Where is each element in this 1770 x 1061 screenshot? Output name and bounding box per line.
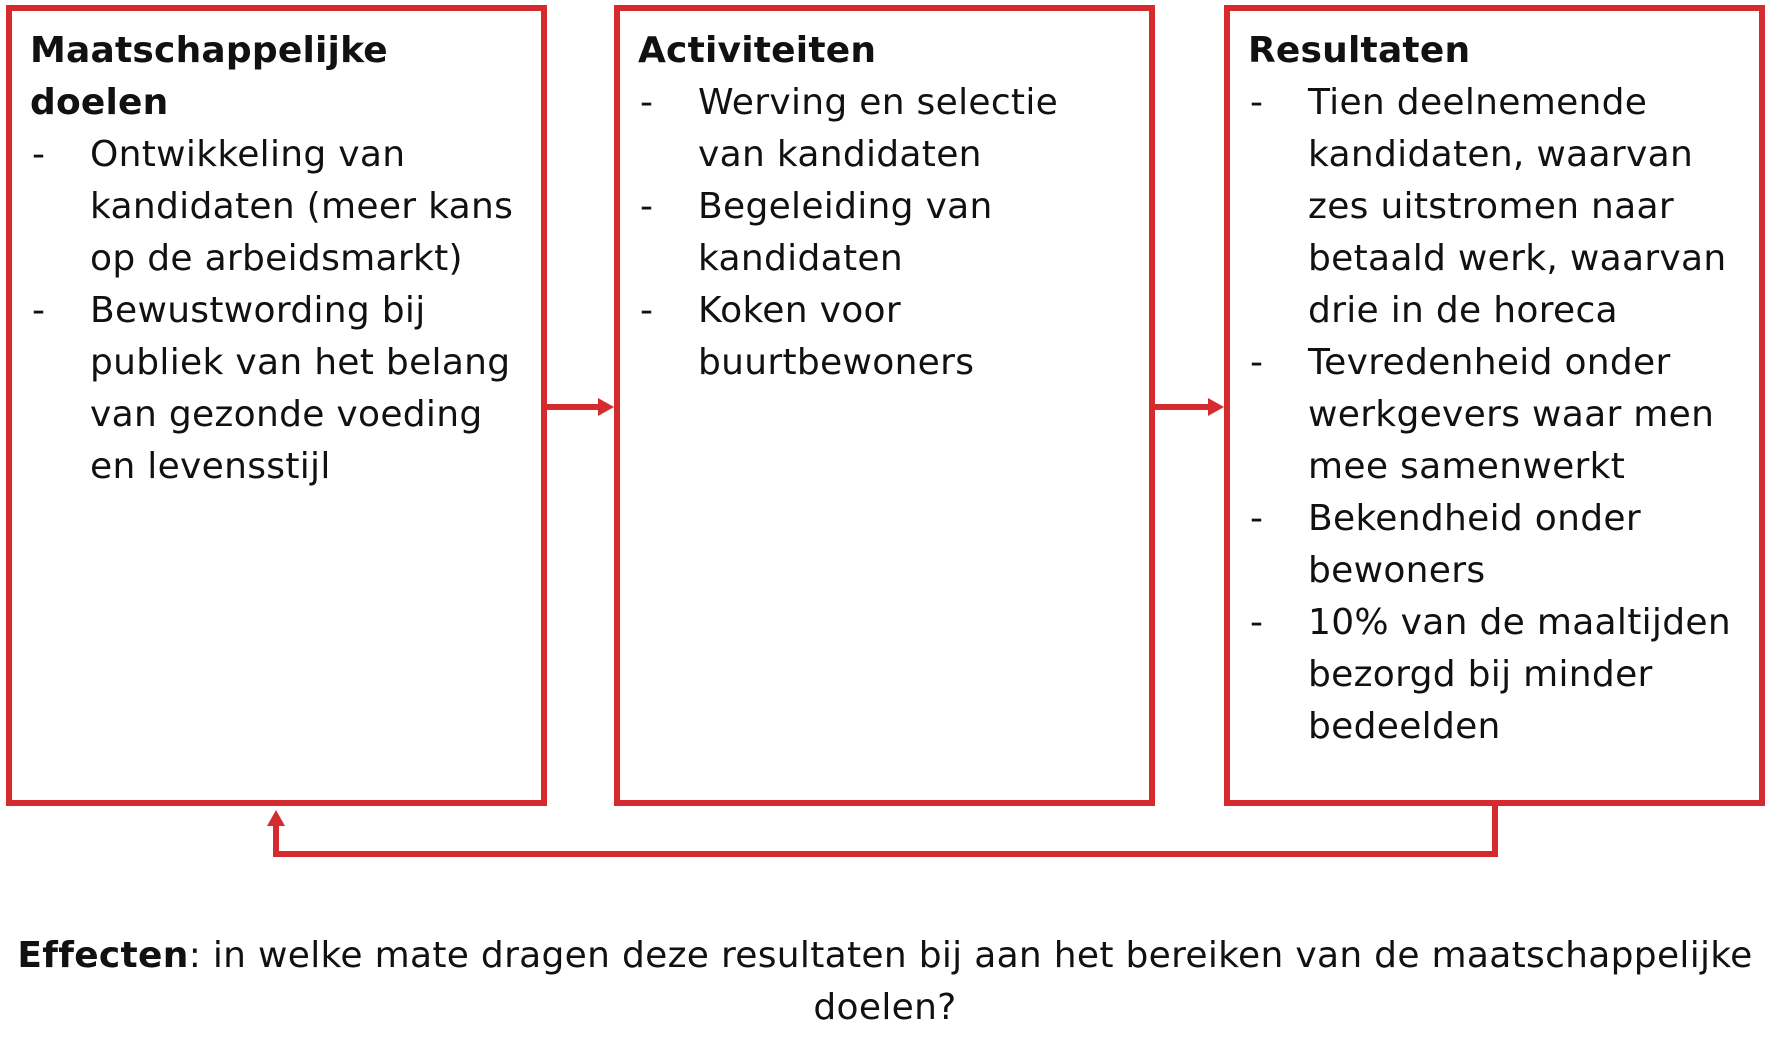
box-activiteiten xyxy=(614,5,1155,806)
arrow-doelen-to-activiteiten xyxy=(547,398,614,416)
effecten-label: Effecten xyxy=(17,935,189,976)
list-item-text: Koken voor buurtbewoners xyxy=(698,290,975,383)
dash-bullet: - xyxy=(32,290,46,331)
list-item-text: Tevredenheid onder werkgevers waar men mee samenwerkt xyxy=(1308,342,1715,487)
box-list xyxy=(1248,77,1745,753)
list-item xyxy=(1248,493,1745,597)
list-item-text: Bewustwording bij publiek van het belang van gezonde voeding en levensstijl xyxy=(90,290,511,487)
list-item-text: 10% van de maaltijden bezorgd bij minder bedeelden xyxy=(1308,602,1731,747)
dash-bullet: - xyxy=(32,134,46,175)
list-item xyxy=(30,129,527,285)
list-item-text: Ontwikkeling van kandidaten (meer kans op de arbeidsmarkt) xyxy=(90,134,514,279)
dash-bullet: - xyxy=(640,82,654,123)
list-item-text: Tien deelnemende kandidaten, waarvan zes uitstromen naar betaald werk, waarvan drie in de horeca xyxy=(1308,82,1727,331)
list-item xyxy=(30,285,527,493)
box-title: Activiteiten xyxy=(638,30,877,71)
list-item-text: Bekendheid onder bewoners xyxy=(1308,498,1641,591)
list-item xyxy=(1248,597,1745,753)
list-item-text: Begeleiding van kandidaten xyxy=(698,186,993,279)
dash-bullet: - xyxy=(1250,602,1264,643)
dash-bullet: - xyxy=(1250,342,1264,383)
list-item xyxy=(1248,337,1745,493)
effecten-text: : in welke mate dragen deze resultaten bij aan het bereiken van de maatschappelijke doelen? xyxy=(188,935,1753,1028)
list-item-text: Werving en selectie van kandidaten xyxy=(698,82,1059,175)
list-item xyxy=(638,77,1135,181)
dash-bullet: - xyxy=(1250,82,1264,123)
box-list xyxy=(638,77,1135,389)
list-item xyxy=(638,285,1135,389)
dash-bullet: - xyxy=(640,186,654,227)
box-title: Maatschappelijke doelen xyxy=(30,30,388,123)
arrow-activiteiten-to-resultaten xyxy=(1155,398,1224,416)
list-item xyxy=(638,181,1135,285)
box-title: Resultaten xyxy=(1248,30,1471,71)
box-list xyxy=(30,129,527,493)
effecten-caption xyxy=(0,930,1770,1034)
box-maatschappelijke-doelen xyxy=(6,5,547,806)
box-resultaten xyxy=(1224,5,1765,806)
dash-bullet: - xyxy=(1250,498,1264,539)
feedback-arrow-resultaten-to-doelen xyxy=(267,806,1495,854)
dash-bullet: - xyxy=(640,290,654,331)
list-item xyxy=(1248,77,1745,337)
